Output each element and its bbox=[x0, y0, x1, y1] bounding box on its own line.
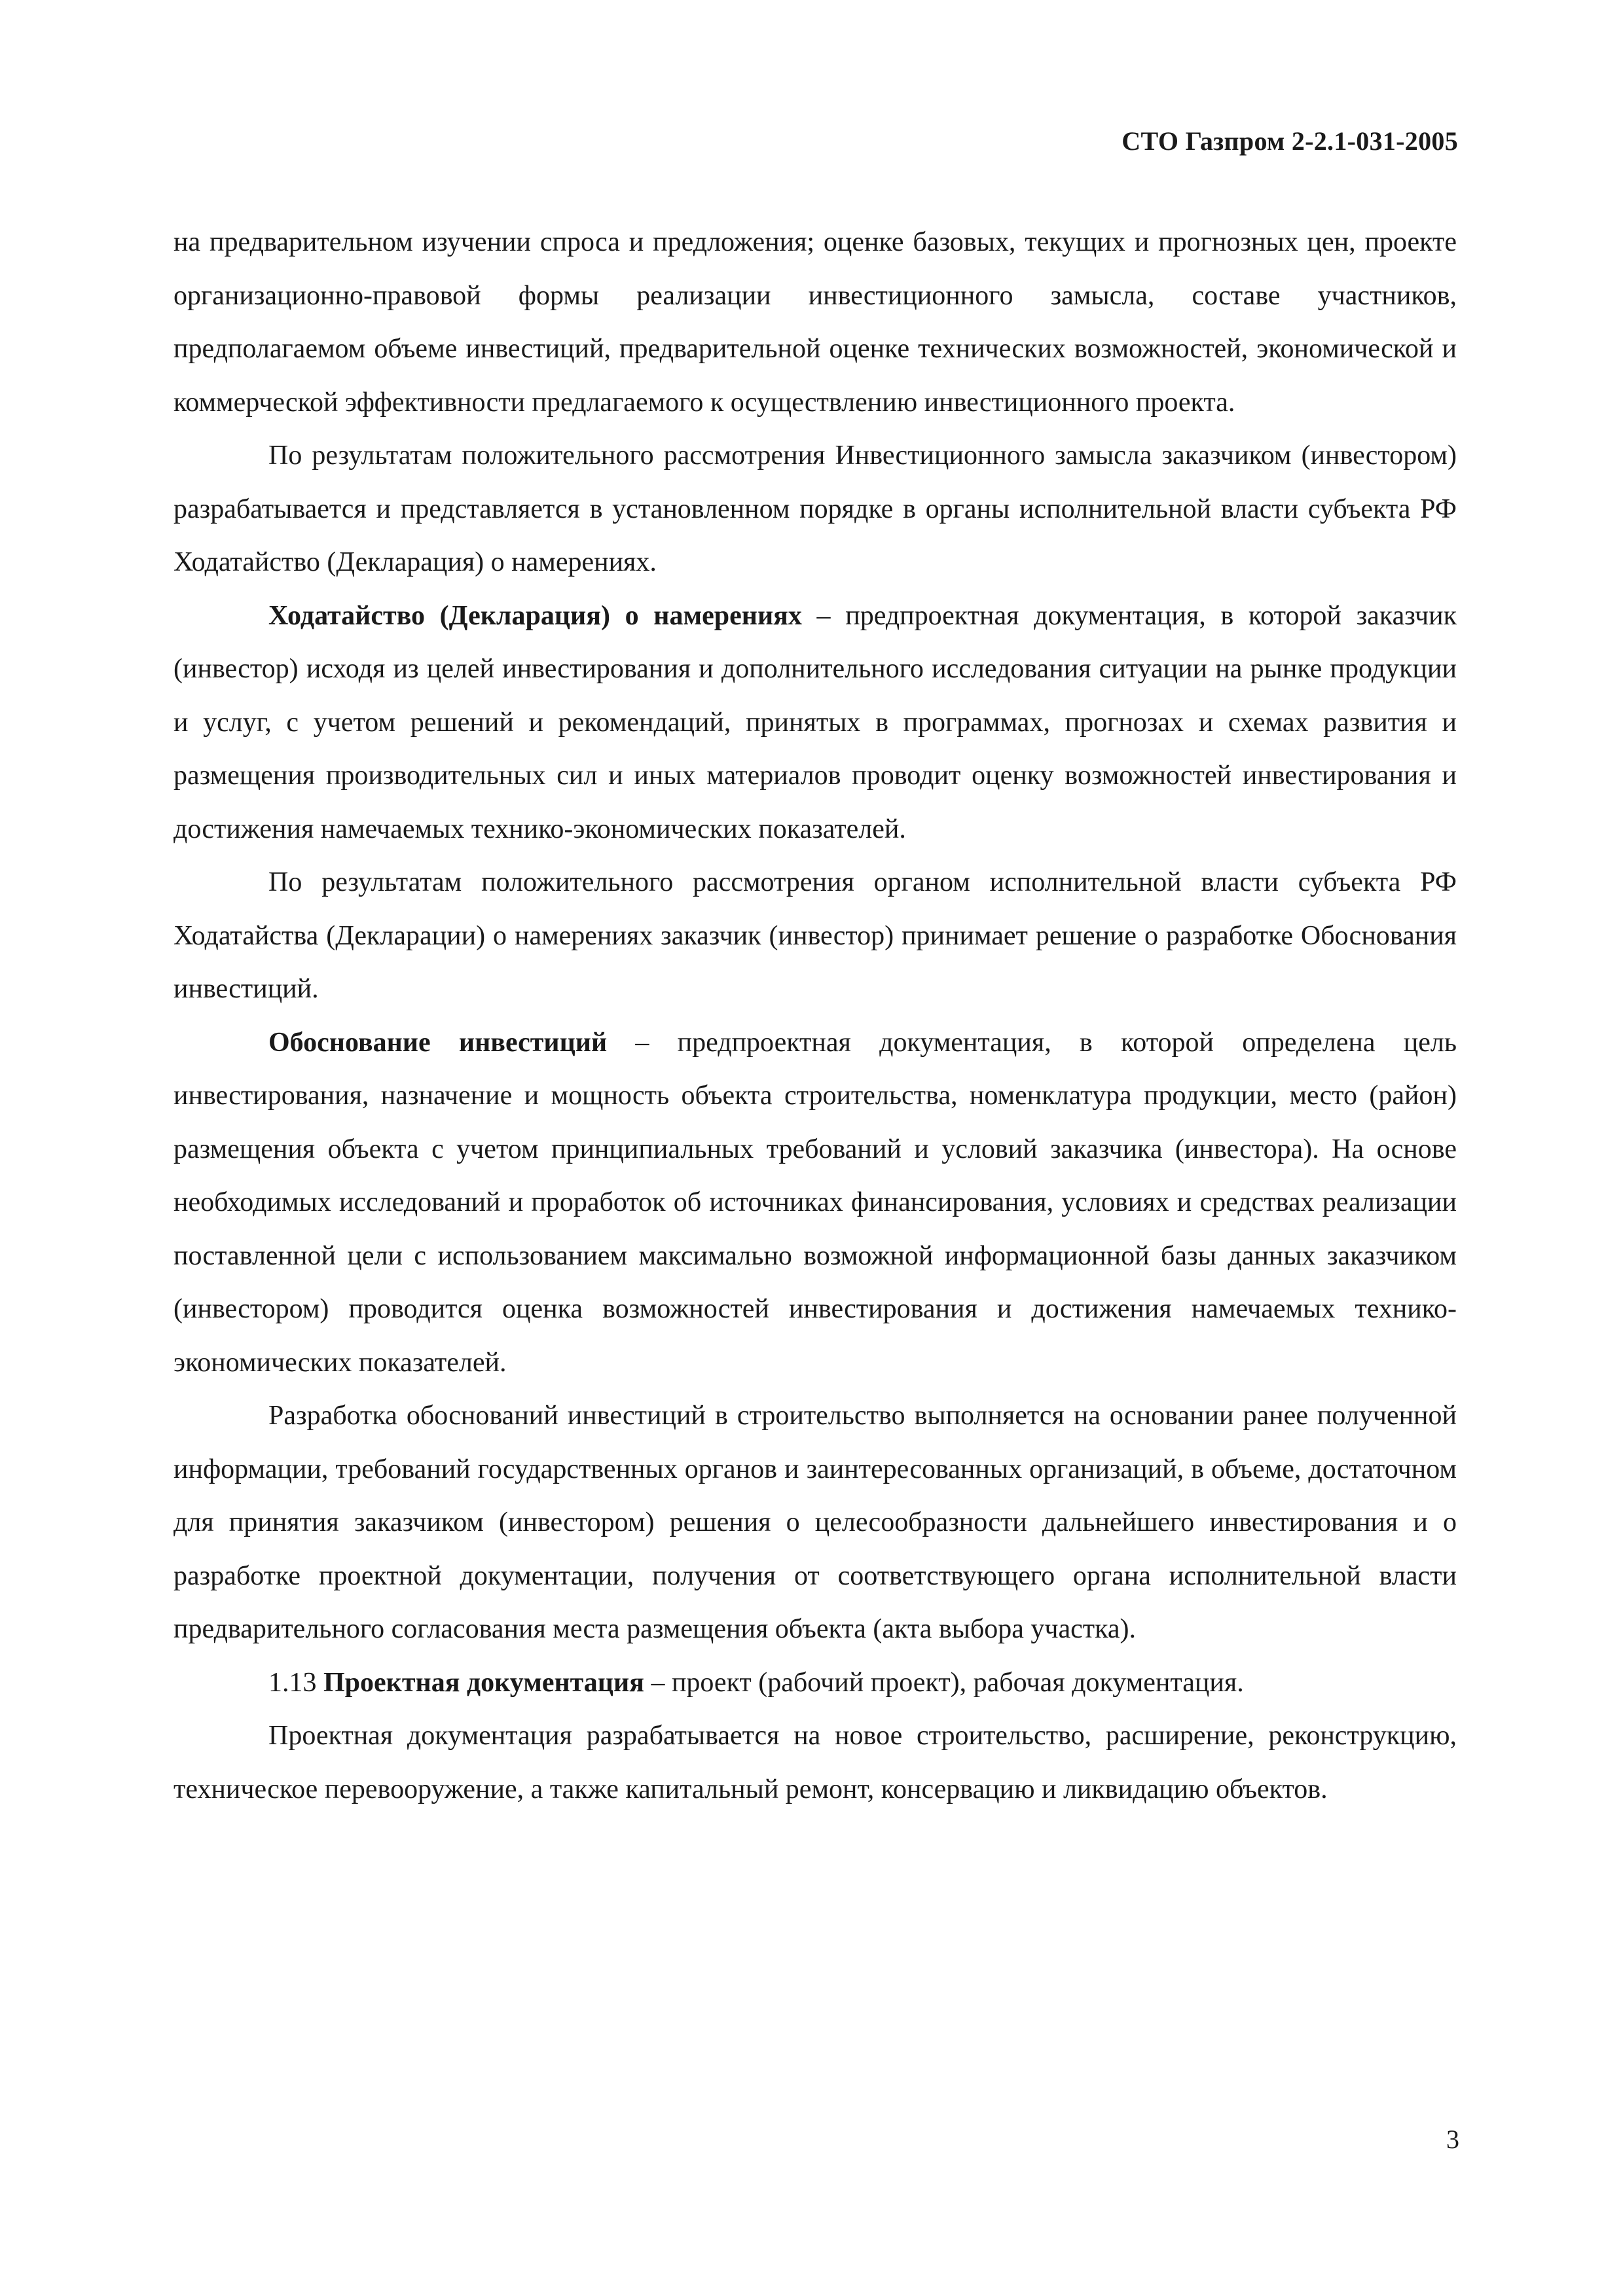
paragraph-text: По результатам положительного рассмотрения органом исполнительной власти субъекта РФ Ходатайства (Декларации) о намерениях заказчик (инвестор) принимает решение о разработке Обоснования инвестиций. bbox=[173, 867, 1457, 1004]
definition-text: – предпроектная документация, в которой заказчик (инвестор) исходя из целей инвестирования и дополнительного исследования ситуации на рынке продукции и услуг, с учетом решений и рекомендаций, принятых в программах, прогнозах и схемах развития и размещения производительных сил и иных материалов проводит оценку возможностей инвестирования и достижения намечаемых технико-экономических показателей. bbox=[173, 600, 1457, 844]
paragraph-text: По результатам положительного рассмотрения Инвестиционного замысла заказчиком (инвестором) разрабатывается и представляется в установленном порядке в органы исполнительной власти субъекта РФ Ходатайство (Декларация) о намерениях. bbox=[173, 440, 1457, 577]
clause-number: 1.13 bbox=[268, 1667, 323, 1698]
definition-text: – предпроектная документация, в которой определена цель инвестирования, назначение и мощность объекта строительства, номенклатура продукции, место (район) размещения объекта с учетом принципиальных требований и условий заказчика (инвестора). На основе необходимых исследований и проработок об источниках финансирования, условиях и средствах реализации поставленной цели с использованием максимально возможной информационной базы данных заказчиком (инвестором) проводится оценка возможностей инвестирования и достижения намечаемых технико-экономических показателей. bbox=[173, 1027, 1457, 1378]
defined-term: Проектная документация bbox=[323, 1667, 644, 1698]
defined-term: Обоснование инвестиций bbox=[268, 1027, 608, 1058]
paragraph bbox=[173, 429, 1457, 590]
paragraph-continuation bbox=[173, 216, 1457, 429]
paragraph bbox=[173, 1710, 1457, 1816]
definition-paragraph bbox=[173, 1016, 1457, 1390]
numbered-definition-paragraph bbox=[173, 1657, 1457, 1710]
paragraph-text: на предварительном изучении спроса и предложения; оценке базовых, текущих и прогнозных цен, проекте организационно-правовой формы реализации инвестиционного замысла, составе участников, предполагаемом объеме инвестиций, предварительной оценке технических возможностей, экономической и коммерческой эффективности предлагаемого к осуществлению инвестиционного проекта. bbox=[173, 227, 1457, 418]
definition-text: – проект (рабочий проект), рабочая документация. bbox=[644, 1667, 1244, 1698]
document-code: СТО Газпром 2-2.1-031-2005 bbox=[1122, 126, 1458, 156]
definition-paragraph bbox=[173, 590, 1457, 857]
paragraph bbox=[173, 1390, 1457, 1657]
document-body bbox=[173, 216, 1457, 1816]
paragraph-text: Разработка обоснований инвестиций в строительство выполняется на основании ранее полученной информации, требований государственных органов и заинтересованных организаций, в объеме, достаточном для принятия заказчиком (инвестором) решения о целесообразности дальнейшего инвестирования и о разработке проектной документации, получения от соответствующего органа исполнительной власти предварительного согласования места размещения объекта (акта выбора участка). bbox=[173, 1401, 1457, 1644]
paragraph-text: Проектная документация разрабатывается на новое строительство, расширение, реконструкцию, техническое перевооружение, а также капитальный ремонт, консервацию и ликвидацию объектов. bbox=[173, 1721, 1457, 1804]
paragraph bbox=[173, 856, 1457, 1016]
defined-term: Ходатайство (Декларация) о намерениях bbox=[268, 600, 802, 631]
page-number: 3 bbox=[1446, 2125, 1459, 2154]
